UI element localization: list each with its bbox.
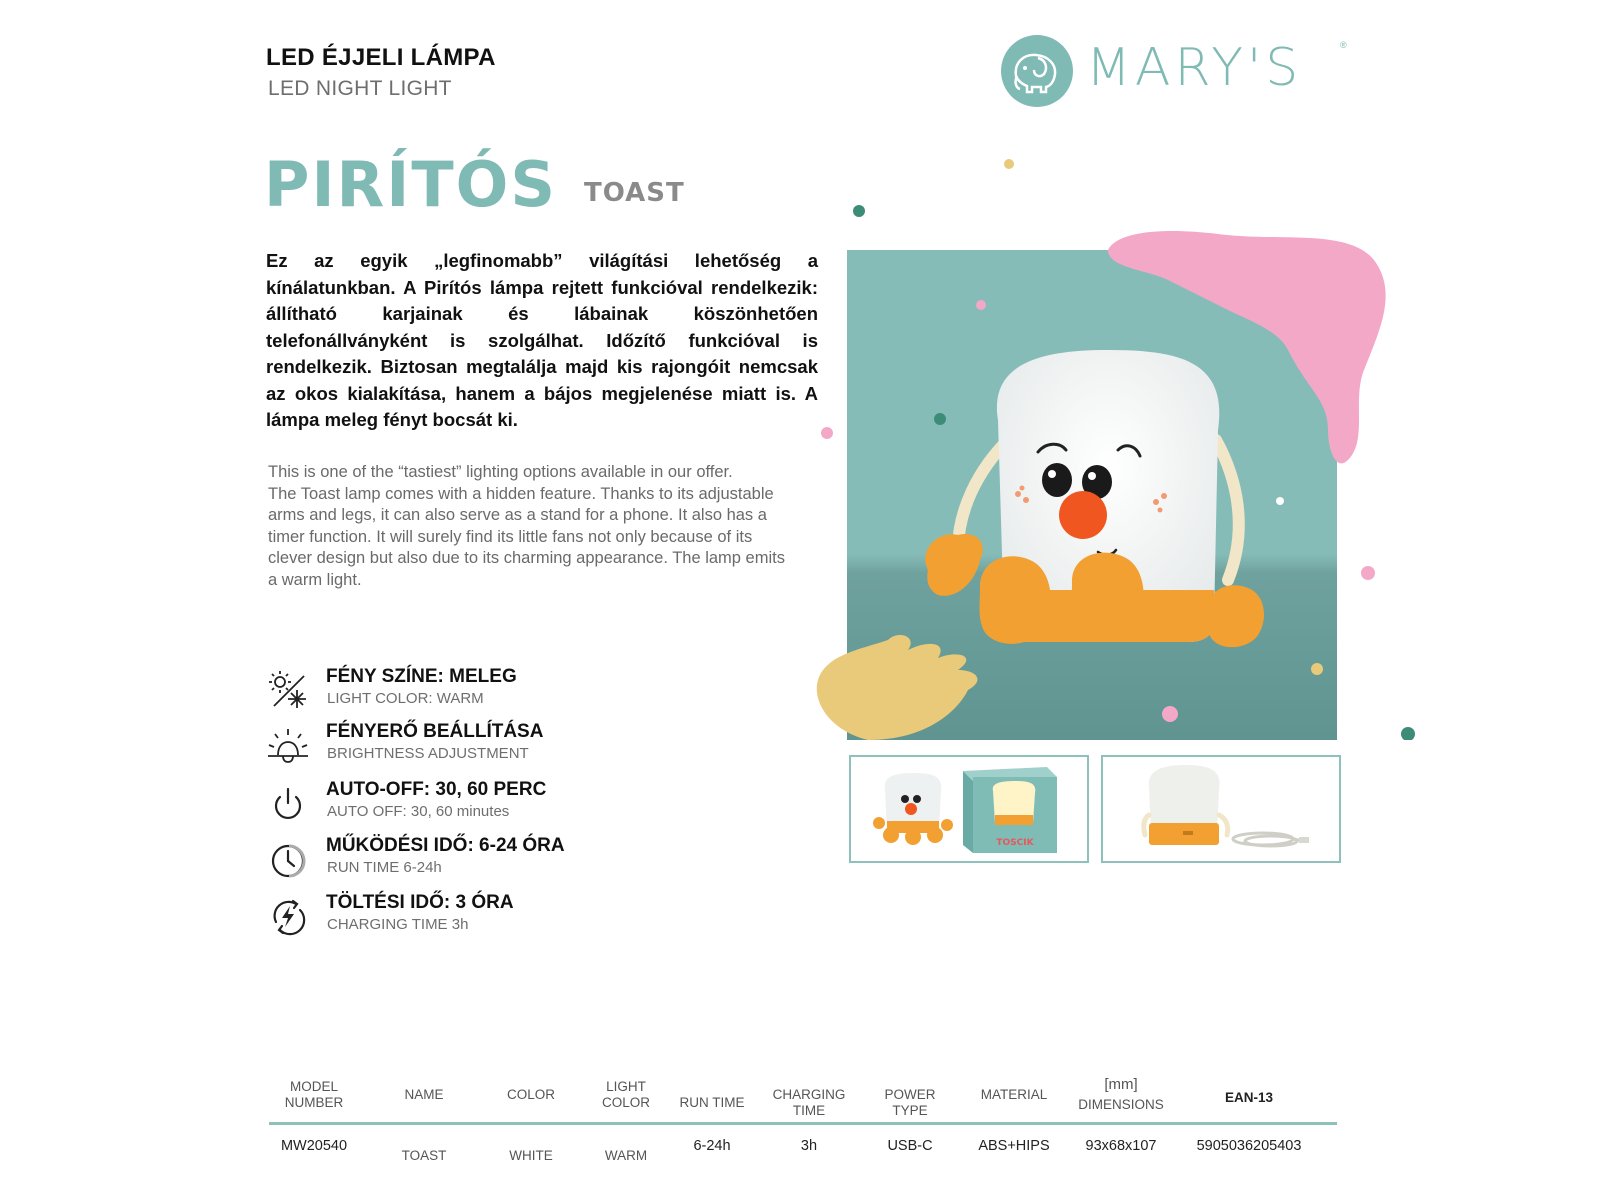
spec-header-material: MATERIAL [980,1087,1048,1102]
thumbnail-image [851,757,1087,861]
thumbnail-lamp-with-cable[interactable] [1101,755,1341,863]
brand-logo [1000,32,1360,112]
product-photo-area [808,150,1420,740]
spec-value-light-color: WARM [604,1148,648,1163]
decor-dot [853,205,865,217]
decor-dot [1311,663,1323,675]
spec-value-dimensions: 93x68x107 [1085,1138,1157,1154]
description-en-line: timer function. It will surely find its little fans not only because of its [268,527,753,546]
spec-header-name: NAME [404,1087,444,1102]
feature-brightness [266,721,646,771]
spec-header-dimensions: [mm] DIMENSIONS [1078,1076,1164,1112]
spec-header-color: COLOR [506,1087,555,1102]
spec-value-material: ABS+HIPS [978,1138,1050,1154]
decor-dot [1004,159,1014,169]
spec-divider [269,1122,1337,1125]
product-name-hu: PIRÍTÓS [264,148,557,221]
spec-value-color: WHITE [509,1148,553,1163]
feature-label-hu: AUTO-OFF: 30, 60 PERC [326,779,547,800]
clock-icon [266,837,310,881]
spec-value-name: TOAST [401,1148,447,1163]
brand-name: MARY'S [1086,38,1303,98]
header-subtitle: LED NIGHT LIGHT [268,77,452,100]
spec-value-run-time: 6-24h [693,1138,731,1154]
feature-label-en: AUTO OFF: 30, 60 minutes [327,803,510,820]
feature-label-hu: FÉNYERŐ BEÁLLÍTÁSA [326,721,544,742]
power-icon [266,781,310,825]
spec-header-power-type: POWER TYPE [884,1087,936,1118]
spec-value-charging-time: 3h [800,1138,818,1154]
description-en-line: This is one of the “tastiest” lighting options available in our offer. [268,463,733,481]
feature-label-en: RUN TIME 6-24h [327,859,442,876]
decor-dot [1361,566,1375,580]
decor-dot [934,413,946,425]
feature-light-color [266,666,646,716]
feature-label-en: BRIGHTNESS ADJUSTMENT [327,745,529,762]
decor-dot [1162,706,1178,722]
spec-header-charging-time: CHARGING TIME [772,1087,846,1118]
description-en-line: clever design but also due to its charming appearance. The lamp emits [268,549,785,567]
decor-dot [1276,497,1284,505]
feature-charging-time [266,892,646,942]
thumbnail-image [1103,757,1339,861]
product-name-en: TOAST [584,178,685,208]
spec-header-ean: EAN-13 [1224,1090,1273,1105]
light-color-icon [266,668,310,712]
feature-label-hu: MŰKÖDÉSI IDŐ: 6-24 ÓRA [326,835,565,856]
description-en-line: arms and legs, it can also serve as a stand for a phone. It also has a [268,506,767,524]
box-label: TOSCIK [996,838,1034,848]
spec-header-model-number: MODEL NUMBER [284,1079,344,1110]
thumbnail-lamp-with-box[interactable] [849,755,1089,863]
description-en-line: a warm light. [268,570,362,589]
decor-dot [976,300,986,310]
dimensions-unit: [mm] [1104,1076,1138,1093]
spec-value-model-number: MW20540 [280,1138,348,1154]
decor-dot [821,427,833,439]
description-en-line: The Toast lamp comes with a hidden feature. Thanks to its adjustable [268,484,774,503]
brightness-icon [266,723,310,767]
feature-label-en: LIGHT COLOR: WARM [327,690,484,707]
charging-icon [266,894,310,938]
spec-header-light-color: LIGHT COLOR [601,1079,650,1110]
spec-value-ean: 5905036205403 [1196,1138,1302,1154]
decor-dot [1401,727,1415,740]
product-photo [808,150,1420,740]
feature-auto-off [266,779,646,829]
feature-label-hu: TÖLTÉSI IDŐ: 3 ÓRA [326,892,514,913]
header-title: LED ÉJJELI LÁMPA [266,44,496,71]
elephant-logo-icon [1000,34,1074,108]
spec-value-power-type: USB-C [887,1138,933,1154]
feature-label-en: CHARGING TIME 3h [327,916,469,933]
spec-header-run-time: RUN TIME [679,1095,745,1110]
description-en [268,462,818,591]
registered-mark: ® [1340,40,1347,50]
feature-run-time [266,835,646,885]
description-hu: Ez az egyik „legfinomabb” világítási lehetőség a kínálatunkban. A Pirítós lámpa rejtett funkcióval rendelkezik: állítható karjainak és lábainak köszönhetően telefonállványként is szolgálhat. Időzítő funkcióval is rendelkezik. Biztosan megtalálja majd kis rajongóit nemcsak az okos kialakítása, hanem a bájos megjelenése miatt is. A lámpa meleg fényt bocsát ki. [266,250,818,430]
feature-label-hu: FÉNY SZÍNE: MELEG [326,666,517,687]
